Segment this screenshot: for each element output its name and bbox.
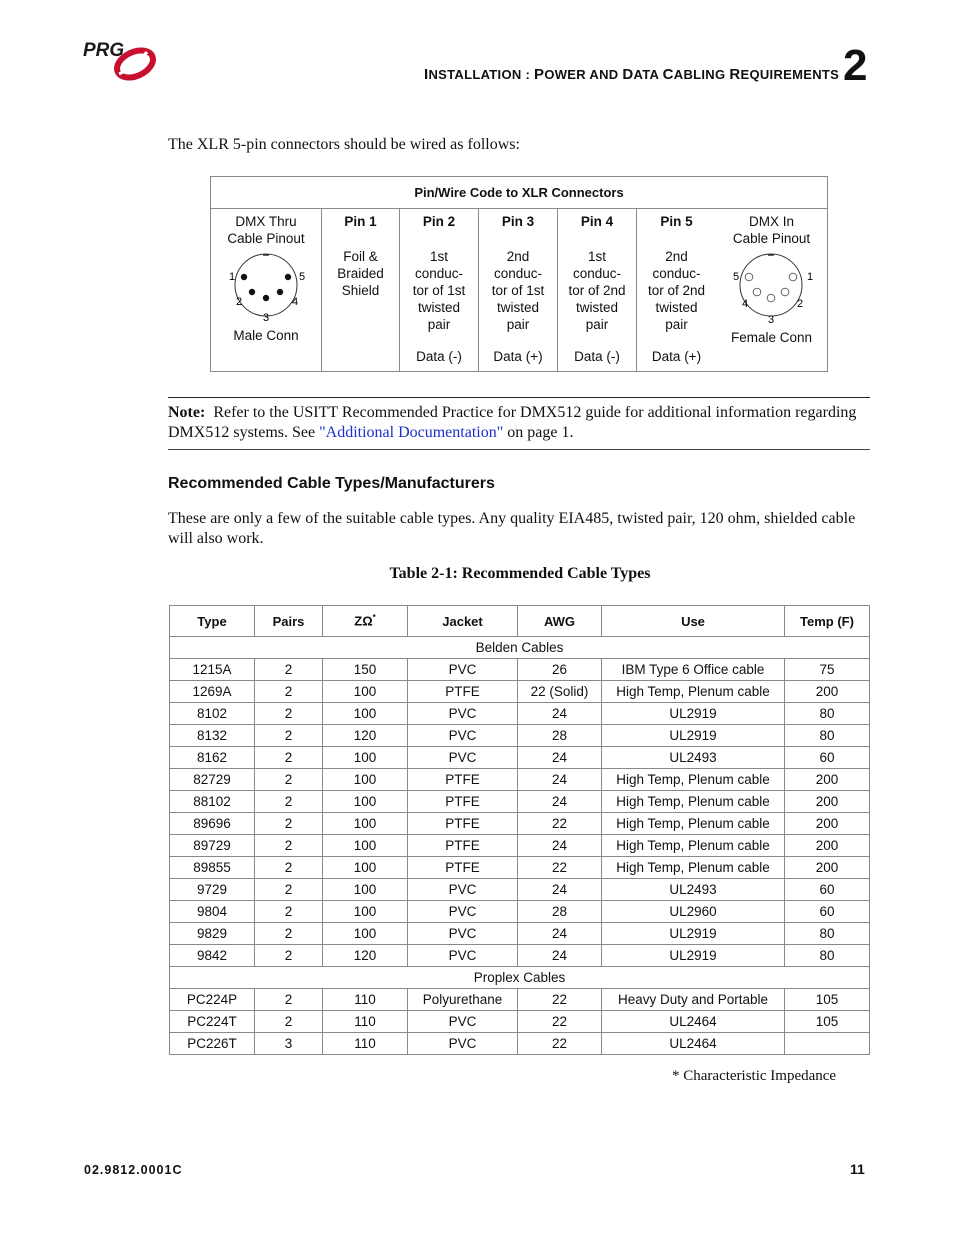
table-cell: 75 (785, 659, 870, 681)
table-cell: UL2919 (602, 945, 785, 967)
table-cell: 2 (255, 923, 323, 945)
table-cell: PVC (408, 1011, 518, 1033)
table-cell: 88102 (170, 791, 255, 813)
table-cell: UL2464 (602, 1011, 785, 1033)
table-cell: 89855 (170, 857, 255, 879)
table-cell: UL2493 (602, 747, 785, 769)
dmx-thru-column (211, 209, 322, 371)
table-cell: 100 (323, 923, 408, 945)
table-cell: 8102 (170, 703, 255, 725)
dmx-thru-sublabel: Cable Pinout (227, 231, 305, 246)
dmx-in-label: DMX In (748, 214, 794, 229)
table-cell: 105 (785, 989, 870, 1011)
table-cell: 22 (Solid) (518, 681, 602, 703)
female-xlr-connector-icon (716, 247, 827, 327)
prg-logo (83, 38, 163, 82)
pin-description (479, 248, 557, 333)
table-row (170, 769, 870, 791)
table-cell (785, 1033, 870, 1055)
table-cell: High Temp, Plenum cable (602, 857, 785, 879)
male-pin-4-label: 4 (292, 296, 299, 308)
running-head-capital: R (729, 66, 741, 83)
table-cell: PTFE (408, 813, 518, 835)
running-head-capital: C (662, 66, 674, 83)
table-cell: 2 (255, 703, 323, 725)
table-cell: 22 (518, 989, 602, 1011)
table-cell: 24 (518, 703, 602, 725)
table-cell: UL2919 (602, 703, 785, 725)
table-cell: 120 (323, 945, 408, 967)
table-cell: 100 (323, 703, 408, 725)
footnote: * Characteristic Impedance (672, 1068, 837, 1084)
table-cell: 2 (255, 813, 323, 835)
pin-description-line: conduc- (572, 266, 622, 281)
table-cell: 24 (518, 769, 602, 791)
table-row (170, 813, 870, 835)
running-head-word: ABLING (673, 67, 730, 82)
table-cell: UL2919 (602, 923, 785, 945)
table-cell: 8132 (170, 725, 255, 747)
table-cell: 80 (785, 703, 870, 725)
pin-column-4 (558, 209, 637, 371)
female-conn-label: Female Conn (730, 330, 813, 345)
table-cell: 2 (255, 857, 323, 879)
dmx-thru-label: DMX Thru (235, 214, 297, 229)
table-cell: High Temp, Plenum cable (602, 791, 785, 813)
table-cell: 150 (323, 659, 408, 681)
pin-description-line: twisted (417, 300, 461, 315)
table-cell: 82729 (170, 769, 255, 791)
table-cell: PVC (408, 1033, 518, 1055)
pin-description-line: conduc- (493, 266, 543, 281)
pin-header: Pin 2 (422, 214, 456, 229)
table-cell: 3 (255, 1033, 323, 1055)
logo-text: PRG (83, 40, 125, 61)
pin-description-line: conduc- (414, 266, 464, 281)
table-cell: PTFE (408, 681, 518, 703)
table-cell: 200 (785, 769, 870, 791)
table-cell: 2 (255, 901, 323, 923)
column-header: Temp (F) (785, 606, 870, 637)
female-pin-5-label: 5 (733, 271, 740, 283)
pin-column-2 (400, 209, 479, 371)
table-cell: 110 (323, 989, 408, 1011)
running-head-word: NSTALLATION (428, 67, 522, 82)
table-cell: UL2493 (602, 879, 785, 901)
table-cell: 100 (323, 791, 408, 813)
pin-description-line: 2nd (665, 249, 688, 264)
table-cell: High Temp, Plenum cable (602, 681, 785, 703)
table-cell: 2 (255, 747, 323, 769)
pin-header: Pin 1 (344, 214, 377, 229)
table-cell: 105 (785, 1011, 870, 1033)
male-conn-label: Male Conn (233, 328, 299, 343)
pin-header: Pin 3 (501, 214, 535, 229)
table-cell: 100 (323, 769, 408, 791)
running-head-word: ATA (633, 67, 663, 82)
table-cell: 100 (323, 879, 408, 901)
pin-signal: Data (-) (416, 349, 462, 364)
running-head-capital: P (534, 66, 545, 83)
running-head-word: EQUIREMENTS (740, 67, 840, 82)
table-row (170, 747, 870, 769)
table-cell: PVC (408, 659, 518, 681)
table-cell: High Temp, Plenum cable (602, 813, 785, 835)
column-header: Type (170, 606, 255, 637)
table-cell: 100 (323, 835, 408, 857)
pin-description-line: 1st (429, 249, 448, 264)
table-cell: 200 (785, 857, 870, 879)
table-cell: 26 (518, 659, 602, 681)
additional-documentation-link[interactable]: "Additional Documentation" (319, 424, 504, 441)
male-xlr-connector-icon (211, 247, 322, 327)
page-number: 11 (850, 1161, 865, 1177)
pin-description-line: pair (506, 317, 530, 332)
table-cell: PTFE (408, 769, 518, 791)
table-cell: 100 (323, 681, 408, 703)
pin-header: Pin 5 (660, 214, 693, 229)
table-cell: PVC (408, 725, 518, 747)
pin-description-line: conduc- (652, 266, 701, 281)
note-rule-top (168, 397, 870, 398)
table-cell: 100 (323, 901, 408, 923)
table-cell: 2 (255, 945, 323, 967)
male-pin-5-label: 5 (299, 271, 306, 283)
table-cell: 22 (518, 813, 602, 835)
table-cell: 60 (785, 879, 870, 901)
pin-description-line: tor of 2nd (647, 283, 706, 298)
table-cell: 22 (518, 1011, 602, 1033)
table-cell: 89696 (170, 813, 255, 835)
section-heading: Recommended Cable Types/Manufacturers (168, 475, 495, 492)
body-paragraph: These are only a few of the suitable cable types. Any quality EIA485, twisted pair, 120 ohm, shielded cable will also work. (168, 510, 856, 547)
table-cell: 2 (255, 879, 323, 901)
table-cell: 24 (518, 879, 602, 901)
table-cell: 1269A (170, 681, 255, 703)
dmx-in-sublabel: Cable Pinout (732, 231, 811, 246)
dmx-in-column (716, 209, 827, 371)
note-rule-bottom (168, 449, 870, 450)
pin-description-line: 1st (587, 249, 606, 264)
group-row (170, 967, 870, 989)
pin-wire-table (210, 176, 828, 372)
table-header-row (170, 606, 870, 637)
note-block (168, 403, 868, 443)
pin-column-1 (322, 209, 400, 371)
table-caption: Table 2-1: Recommended Cable Types (389, 565, 651, 582)
table-row (170, 1033, 870, 1055)
chapter-number: 2 (843, 41, 868, 90)
pin-signal: Data (+) (651, 349, 702, 364)
table-cell: 80 (785, 945, 870, 967)
pin-column-3 (479, 209, 558, 371)
table-cell: 100 (323, 857, 408, 879)
table-cell: 200 (785, 681, 870, 703)
table-cell: 200 (785, 835, 870, 857)
pin-description (558, 248, 636, 333)
table-cell: UL2919 (602, 725, 785, 747)
table-cell: 200 (785, 813, 870, 835)
group-row (170, 637, 870, 659)
table-cell: IBM Type 6 Office cable (602, 659, 785, 681)
table-cell: Polyurethane (408, 989, 518, 1011)
table-cell: PTFE (408, 835, 518, 857)
table-cell: 100 (323, 813, 408, 835)
column-header: Pairs (255, 606, 323, 637)
group-label: Proplex Cables (170, 967, 870, 989)
table-row (170, 923, 870, 945)
female-pin-3-label: 3 (768, 314, 775, 326)
table-row (170, 703, 870, 725)
pin-description-line: twisted (655, 300, 698, 315)
table-row (170, 725, 870, 747)
male-pin-1-label: 1 (229, 271, 236, 283)
group-label: Belden Cables (170, 637, 870, 659)
note-text: Refer to the USITT Recommended Practice for DMX512 guide for additional information regarding DMX512 systems. See (168, 404, 857, 441)
table-cell: 24 (518, 835, 602, 857)
table-cell: 2 (255, 1011, 323, 1033)
table-cell: 28 (518, 901, 602, 923)
table-cell: PVC (408, 747, 518, 769)
pin-description-line: tor of 1st (491, 283, 545, 298)
pin-column-5 (637, 209, 716, 371)
table-cell: 100 (323, 747, 408, 769)
pin-description-line: Braided (337, 266, 384, 281)
running-head-word: OWER AND (544, 67, 623, 82)
pin-description-line: 2nd (506, 249, 530, 264)
table-cell: PVC (408, 879, 518, 901)
male-pin-3-label: 3 (263, 312, 270, 324)
table-cell: 9804 (170, 901, 255, 923)
pin-signal: Data (-) (574, 349, 620, 364)
table-cell: 89729 (170, 835, 255, 857)
pin-description-line: pair (585, 317, 609, 332)
pin-description (637, 248, 716, 333)
table-cell: PC224P (170, 989, 255, 1011)
table-row (170, 879, 870, 901)
table-row (170, 901, 870, 923)
table-cell: 200 (785, 791, 870, 813)
table-cell: 22 (518, 857, 602, 879)
table-cell: 60 (785, 747, 870, 769)
male-pin-2-label: 2 (236, 296, 243, 308)
document-number: 02.9812.0001C (84, 1163, 183, 1177)
pin-signal: Data (+) (493, 349, 543, 364)
pin-description-line: pair (665, 317, 688, 332)
table-cell: PTFE (408, 791, 518, 813)
table-row (170, 857, 870, 879)
table-cell: 9729 (170, 879, 255, 901)
column-header: Use (602, 606, 785, 637)
pin-description-line: tor of 2nd (568, 283, 626, 298)
pin-description-line: Shield (341, 283, 380, 298)
table-cell: 9842 (170, 945, 255, 967)
table-cell: High Temp, Plenum cable (602, 769, 785, 791)
table-cell: 2 (255, 769, 323, 791)
table-cell: PTFE (408, 857, 518, 879)
female-pin-1-label: 1 (807, 271, 814, 283)
table-cell: Heavy Duty and Portable (602, 989, 785, 1011)
table-cell: 8162 (170, 747, 255, 769)
table-cell: High Temp, Plenum cable (602, 835, 785, 857)
pin-description-line: tor of 1st (412, 283, 466, 298)
table-cell: 2 (255, 659, 323, 681)
running-head-separator: : (521, 67, 535, 82)
pin-description (400, 248, 478, 333)
table-cell: PC224T (170, 1011, 255, 1033)
running-head-capital: I (424, 66, 429, 83)
table-cell: 24 (518, 747, 602, 769)
column-header: ZΩ* (323, 606, 408, 637)
table-cell: PVC (408, 923, 518, 945)
table-cell: 1215A (170, 659, 255, 681)
table-cell: 120 (323, 725, 408, 747)
pin-header: Pin 4 (580, 214, 614, 229)
pin-description-line: pair (427, 317, 451, 332)
pin-description (322, 248, 399, 299)
table-row (170, 945, 870, 967)
table-cell: 80 (785, 725, 870, 747)
pin-description-line: Foil & (343, 249, 378, 264)
table-cell: 2 (255, 681, 323, 703)
note-text-after: on page 1. (503, 424, 574, 441)
column-header: Jacket (408, 606, 518, 637)
table-cell: PC226T (170, 1033, 255, 1055)
table-cell: 24 (518, 791, 602, 813)
table-cell: 2 (255, 725, 323, 747)
table-cell: 2 (255, 835, 323, 857)
table-row (170, 835, 870, 857)
pin-description-line: twisted (496, 300, 540, 315)
table-cell: PVC (408, 945, 518, 967)
intro-text: The XLR 5-pin connectors should be wired as follows: (168, 136, 520, 153)
running-head-capital: D (622, 66, 634, 83)
column-header: AWG (518, 606, 602, 637)
table-row (170, 989, 870, 1011)
table-cell: 28 (518, 725, 602, 747)
table-cell: PVC (408, 703, 518, 725)
table-cell: 9829 (170, 923, 255, 945)
table-cell: 24 (518, 945, 602, 967)
pin-table-title: Pin/Wire Code to XLR Connectors (211, 177, 827, 209)
table-cell: 2 (255, 791, 323, 813)
table-cell: UL2464 (602, 1033, 785, 1055)
running-head (424, 66, 840, 83)
table-row (170, 1011, 870, 1033)
table-cell: UL2960 (602, 901, 785, 923)
female-pin-4-label: 4 (742, 298, 749, 310)
cable-types-table (169, 605, 870, 1055)
table-cell: 2 (255, 989, 323, 1011)
table-cell: 80 (785, 923, 870, 945)
table-cell: 22 (518, 1033, 602, 1055)
table-cell: PVC (408, 901, 518, 923)
table-cell: 24 (518, 923, 602, 945)
table-cell: 110 (323, 1033, 408, 1055)
pin-description-line: twisted (575, 300, 619, 315)
table-cell: 110 (323, 1011, 408, 1033)
table-row (170, 659, 870, 681)
table-cell: 60 (785, 901, 870, 923)
female-pin-2-label: 2 (797, 298, 804, 310)
note-label: Note: (168, 404, 206, 421)
table-row (170, 681, 870, 703)
table-row (170, 791, 870, 813)
